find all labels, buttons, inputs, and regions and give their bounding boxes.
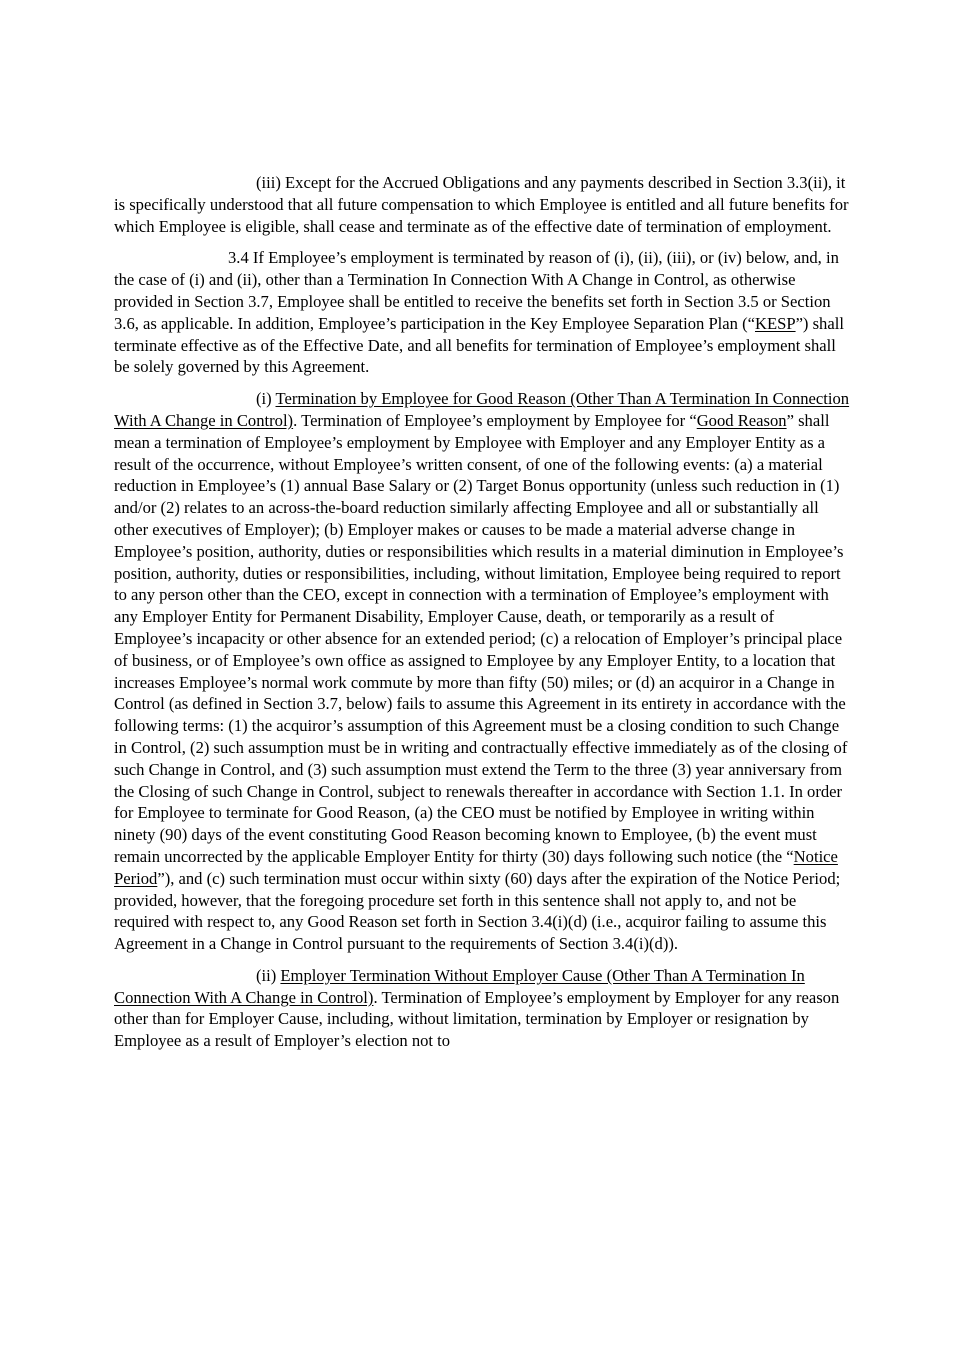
paragraph-3-4-i <box>114 388 854 955</box>
paragraph-prefix: (ii) <box>256 965 281 985</box>
paragraph-text: ”) shall terminate effective as of the Effective Date, and all benefits for termination of Employee’s employment shall be solely governed by this Agreement. <box>114 313 844 377</box>
section-heading-without-cause: Employer Termination Without Employer Cause (Other Than A Termination In Connection With A Change in Control) <box>114 965 805 1007</box>
document-page <box>114 172 854 1062</box>
paragraph-text: . Termination of Employee’s employment by Employer for any reason other than for Employer Cause, including, without limitation, termination by Employer or resignation by Employee as a result of Employer’s election not to <box>114 987 840 1051</box>
paragraph-3-4-ii <box>114 965 854 1052</box>
paragraph-text: 3.4 If Employee’s employment is terminated by reason of (i), (ii), (iii), or (iv) below, and, in the case of (i) and (ii), other than a Termination In Connection With A Change in Control, as otherwise provided in Section 3.7, Employee shall be entitled to receive the benefits set forth in Section 3.5 or Section 3.6, as applicable. In addition, Employee’s participation in the Key Employee Separation Plan (“ <box>114 248 839 333</box>
section-heading-good-reason: Termination by Employee for Good Reason (Other Than A Termination In Connection With A Change in Control) <box>114 389 850 430</box>
paragraph-text: . Termination of Employee’s employment by Employee for “ <box>293 410 697 430</box>
paragraph-3-4 <box>114 247 854 378</box>
paragraph-prefix: (i) <box>256 389 276 409</box>
defined-term-notice-period: Notice Period <box>114 846 838 888</box>
paragraph-text: (iii) Except for the Accrued Obligations and any payments described in Section 3.3(ii), it is specifically understood that all future compensation to which Employee is entitled and all future benefits for which Employee is eligible, shall cease and terminate as of the effective date of termination of employment. <box>114 173 849 236</box>
defined-term-good-reason: Good Reason <box>696 410 787 430</box>
paragraph-text: ”), and (c) such termination must occur within sixty (60) days after the expiration of the Notice Period; provided, however, that the foregoing procedure set forth in this sentence shall not apply to, and not be required with respect to, any Good Reason set forth in Section 3.4(i)(d) (i.e., acquiror failing to assume this Agreement in a Change in Control pursuant to the requirements of Section 3.4(i)(d)). <box>114 868 841 954</box>
paragraph-3-3-iii <box>114 172 854 237</box>
defined-term-kesp: KESP <box>754 313 796 333</box>
paragraph-text: ” shall mean a termination of Employee’s employment by Employee with Employer and any Employer Entity as a result of the occurrence, without Employee’s written consent, of one of the following events: (a) a material reduction in Employee’s (1) annual Base Salary or (2) Target Bonus opportunity (unless such reduction in (1) and/or (2) relates to an across-the-board reduction similarly affecting Employee and all or substantially all other executives of Employer); (b) Employer makes or causes to be made a material adverse change in Employee’s position, authority, duties or responsibilities which results in a material diminution in Employee’s position, authority, duties or responsibilities, including, without limitation, Employee being required to report to any person other than the CEO, except in connection with a termination of Employee’s employment with any Employer Entity for Permanent Disability, Employer Cause, death, or temporarily as a result of Employee’s incapacity or other absence for an extended period; (c) a relocation of Employer’s principal place of business, or of Employee’s own office as assigned to Employee by any Employer Entity, to a location that increases Employee’s normal work commute by more than fifty (50) miles; or (d) an acquiror in a Change in Control (as defined in Section 3.7, below) fails to assume this Agreement in its entirety in accordance with the following terms: (1) the acquiror’s assumption of this Agreement must be a closing condition to such Change in Control, (2) such assumption must be in writing and contractually effective immediately as of the closing of such Change in Control, and (3) such assumption must extend the Term to the three (3) year anniversary from the Closing of such Change in Control, subject to renewals thereafter in accordance with Section 1.1. In order for Employee to terminate for Good Reason, (a) the CEO must be notified by Employee in writing within ninety (90) days of the event constituting Good Reason becoming known to Employee, (b) the event must remain uncorrected by the applicable Employer Entity for thirty (30) days following such notice (the “ <box>114 410 848 866</box>
